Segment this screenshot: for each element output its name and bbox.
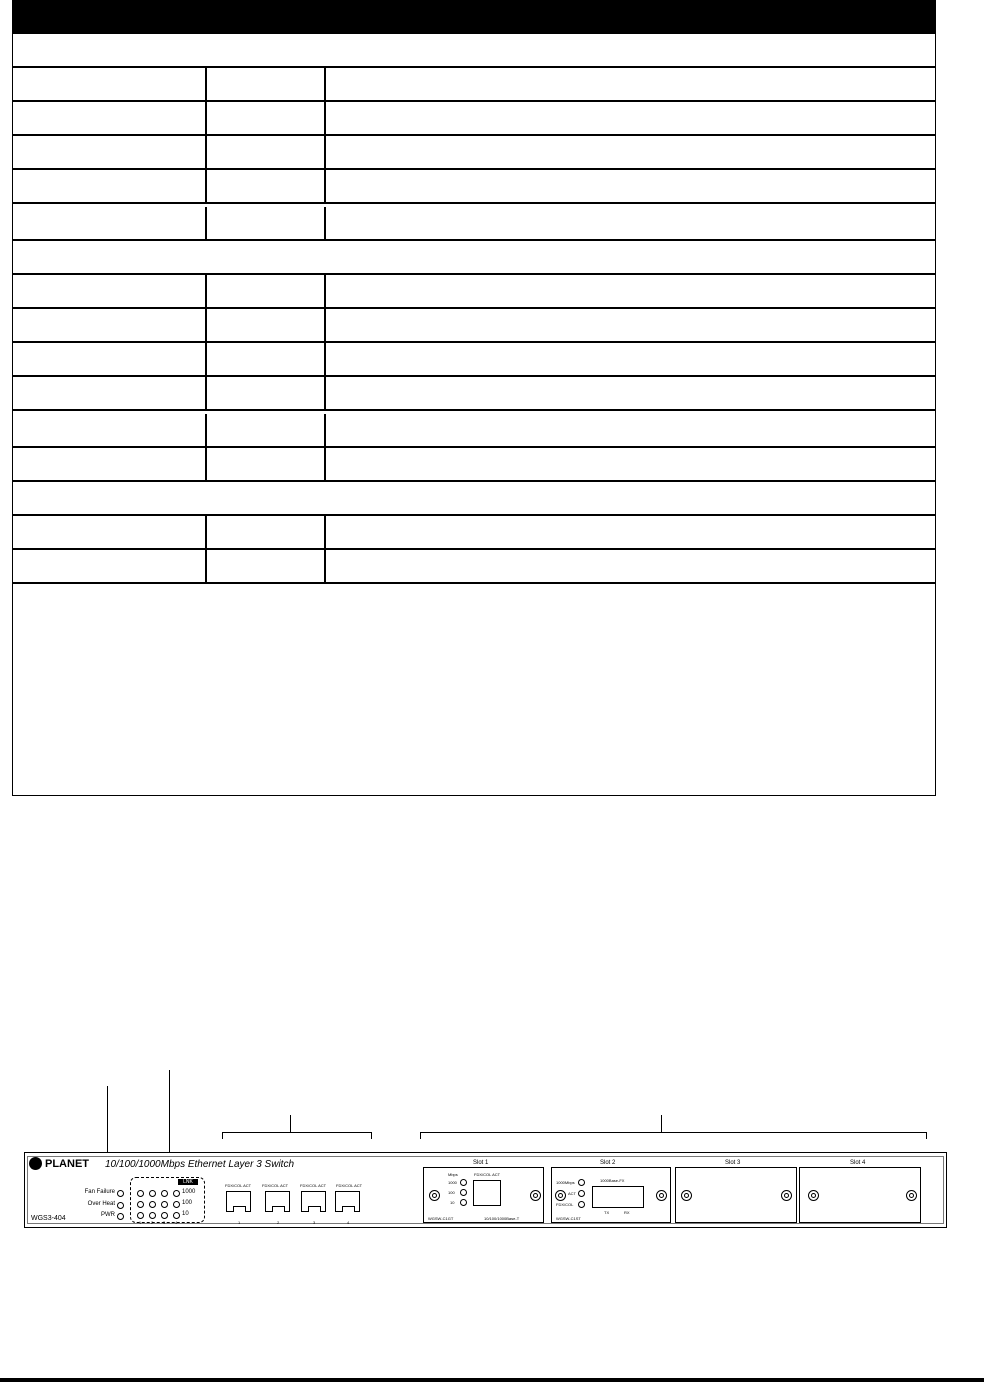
speed-1000-label: 1000 <box>182 1189 196 1195</box>
led-col-1: 1 <box>139 1220 142 1225</box>
panel-title: 10/100/1000Mbps Ethernet Layer 3 Switch <box>105 1159 295 1170</box>
led-col-3: 3 <box>163 1220 166 1225</box>
table-header <box>12 1 936 34</box>
fan-failure-led-icon <box>117 1190 124 1197</box>
slot-2-fiber-port[interactable] <box>592 1186 644 1208</box>
screw-icon <box>906 1190 917 1201</box>
slot-1-rj45-port[interactable] <box>473 1180 501 1206</box>
slot-2-fdx-label: FDX/COL <box>556 1202 574 1207</box>
footer-rule <box>0 1378 984 1382</box>
table-row <box>13 377 935 411</box>
section-row-1 <box>13 34 935 68</box>
slot-2-1000-led-icon <box>578 1179 585 1186</box>
bracket-ports <box>222 1132 372 1139</box>
over-heat-label: Over Heat <box>87 1201 115 1207</box>
slot-1-label: Slot 1 <box>473 1160 489 1166</box>
bracket-slots <box>420 1132 927 1139</box>
table-row <box>13 343 935 377</box>
port-4-led-label: FDX/COL ACT <box>336 1183 363 1188</box>
table-row <box>13 207 935 241</box>
table-row <box>13 275 935 309</box>
section-row-2 <box>13 241 935 275</box>
table-row <box>13 136 935 170</box>
rj45-port-3[interactable] <box>301 1191 326 1212</box>
port-3-led-label: FDX/COL ACT <box>300 1183 327 1188</box>
brand-label: PLANET <box>45 1158 89 1170</box>
rj45-port-4[interactable] <box>335 1191 360 1212</box>
slot-1-100-label: 100 <box>448 1190 455 1195</box>
slot-1-module-name: WGSW-C1GT <box>428 1216 454 1221</box>
table-row <box>13 550 935 584</box>
port-3-number: 3 <box>313 1220 316 1225</box>
screw-icon <box>530 1190 541 1201</box>
planet-logo-icon <box>29 1157 42 1170</box>
slot-1-mbps-label: Mbps <box>448 1172 458 1177</box>
callout-ports <box>290 1115 291 1132</box>
speed-100-label: 100 <box>182 1200 193 1206</box>
slot-3-label: Slot 3 <box>725 1160 741 1166</box>
slot-2-act-label: ACT <box>568 1191 576 1196</box>
screw-icon <box>429 1190 440 1201</box>
table-row <box>13 102 935 136</box>
screw-icon <box>681 1190 692 1201</box>
table-row <box>13 414 935 448</box>
lnk-label: LNK <box>178 1179 198 1185</box>
section-row-3 <box>13 482 935 516</box>
slot-1-module[interactable] <box>423 1167 544 1223</box>
pwr-label: PWR <box>101 1212 115 1218</box>
port-4-number: 4 <box>347 1220 350 1225</box>
slot-3-empty[interactable] <box>675 1167 797 1223</box>
port-1-number: 1 <box>238 1220 241 1225</box>
port-2-led-label: FDX/COL ACT <box>262 1183 289 1188</box>
table-row <box>13 68 935 102</box>
screw-icon <box>808 1190 819 1201</box>
slot-1-1000-label: 1000 <box>448 1180 457 1185</box>
table-row <box>13 170 935 204</box>
over-heat-led-icon <box>117 1202 124 1209</box>
screw-icon <box>656 1190 667 1201</box>
slot-1-fdx-label: FDX/COL ACT <box>474 1172 501 1177</box>
slot-2-rx-label: RX <box>624 1210 630 1215</box>
screw-icon <box>555 1190 566 1201</box>
slot-2-module[interactable] <box>551 1167 671 1223</box>
slot-1-10-led-icon <box>460 1199 467 1206</box>
slot-2-1000mbps-label: 1000Mbps <box>556 1180 575 1185</box>
slot-1-port-label: 10/100/1000Base-T <box>484 1216 520 1221</box>
led-col-4: 4 <box>175 1220 178 1225</box>
slot-2-port-label: 1000Base-FX <box>600 1178 625 1183</box>
screw-icon <box>781 1190 792 1201</box>
pwr-led-icon <box>117 1213 124 1220</box>
callout-slots <box>661 1115 662 1132</box>
callout-status-leds <box>107 1086 108 1156</box>
slot-4-empty[interactable] <box>799 1167 921 1223</box>
led-col-2: 2 <box>151 1220 154 1225</box>
table-row <box>13 516 935 550</box>
switch-front-panel <box>24 1152 947 1228</box>
slot-2-act-led-icon <box>578 1190 585 1197</box>
slot-1-1000-led-icon <box>460 1179 467 1186</box>
slot-2-tx-label: TX <box>604 1210 610 1215</box>
slot-2-fdx-led-icon <box>578 1201 585 1208</box>
slot-2-module-name: WGSW-C1ST <box>556 1216 581 1221</box>
slot-1-10-label: 10 <box>450 1200 455 1205</box>
fan-failure-label: Fan Failure <box>84 1189 115 1195</box>
table-row <box>13 309 935 343</box>
port-2-number: 2 <box>277 1220 280 1225</box>
slot-2-label: Slot 2 <box>600 1160 616 1166</box>
notes-area <box>13 583 935 795</box>
slot-4-label: Slot 4 <box>850 1160 866 1166</box>
model-label: WGS3-404 <box>31 1215 66 1222</box>
table-row <box>13 448 935 482</box>
spec-table <box>12 0 936 796</box>
port-1-led-label: FDX/COL ACT <box>225 1183 252 1188</box>
rj45-port-2[interactable] <box>265 1191 290 1212</box>
rj45-port-1[interactable] <box>226 1191 251 1212</box>
speed-10-label: 10 <box>182 1211 189 1217</box>
slot-1-100-led-icon <box>460 1189 467 1196</box>
